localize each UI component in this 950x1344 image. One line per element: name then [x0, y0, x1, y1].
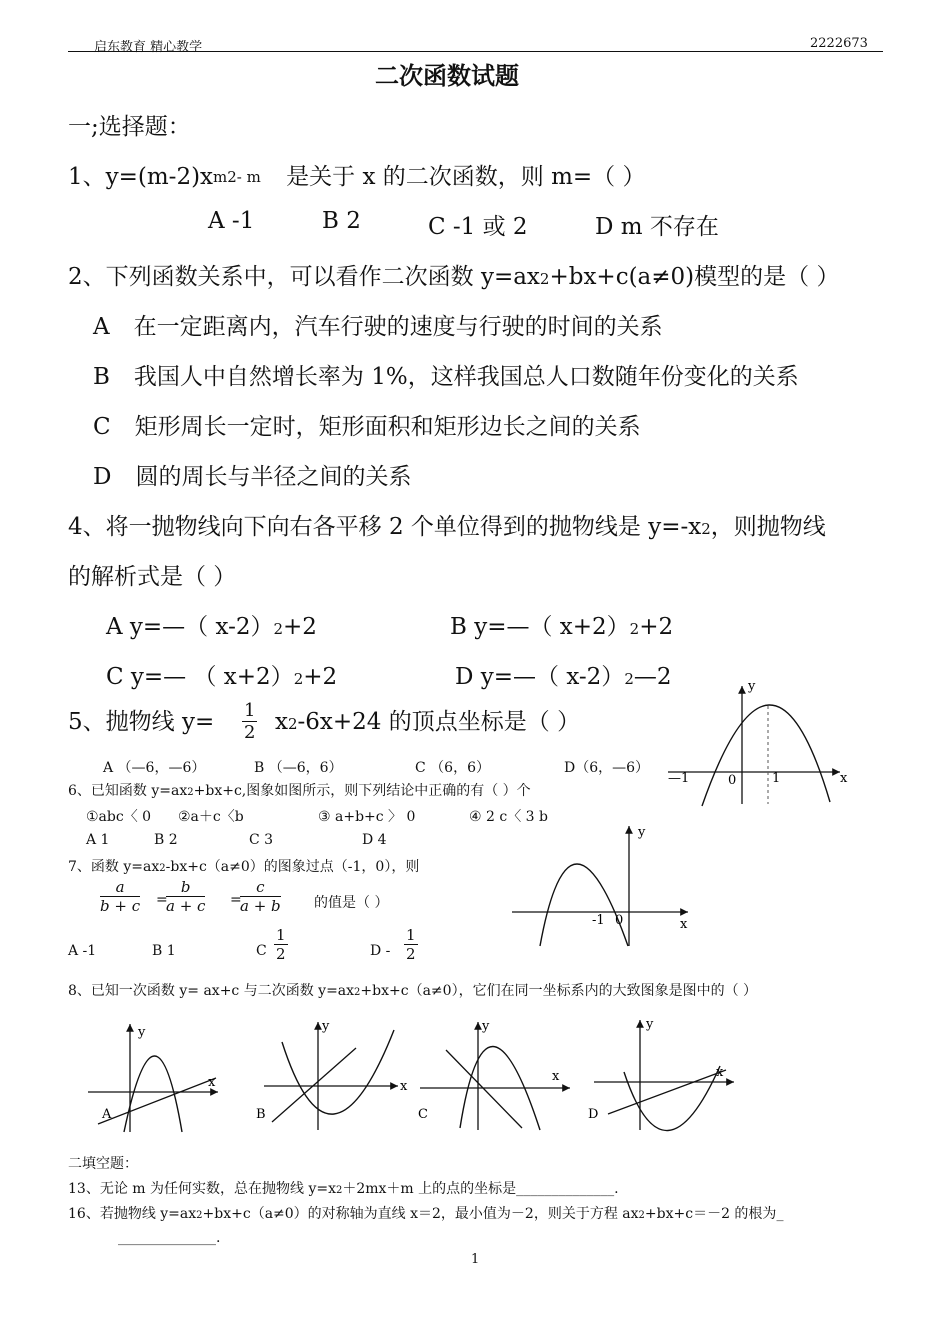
section-choice-heading: 一;选择题：: [68, 114, 191, 140]
q5-option-c: C （6，6）: [415, 760, 490, 776]
page-title: 二次函数试题: [375, 61, 519, 90]
page-number: 1: [471, 1252, 480, 1267]
q2-option-d: D 圆的周长与半径之间的关系: [93, 464, 412, 490]
q6-option-a: A 1: [86, 832, 110, 848]
q6-one-label: 1: [772, 771, 781, 786]
svg-text:y: y: [138, 1025, 146, 1040]
q7-option-a: A -1: [68, 943, 97, 959]
q2-option-b: B 我国人中自然增长率为 1%，这样我国总人口数随年份变化的关系: [93, 364, 799, 390]
q2-option-a: A 在一定距离内，汽车行驶的速度与行驶的时间的关系: [93, 314, 663, 340]
q6-x-label: x: [840, 771, 848, 786]
q6-option-b: B 2: [154, 832, 178, 848]
question-7: 7、函数 y=ax2-bx+c（a≠0）的图象过点（-1，0），则: [68, 859, 420, 875]
header-right: 2222673: [810, 36, 868, 51]
q13-blank[interactable]: ______________.: [516, 1181, 619, 1197]
q7-zero-label: 0: [615, 913, 624, 928]
question-5-pre: 5、抛物线 y=: [68, 709, 215, 735]
svg-text:y: y: [482, 1019, 490, 1034]
q7-equals-2: =: [230, 892, 242, 908]
q7-graph: [510, 822, 700, 952]
q16-blank-2[interactable]: ______________.: [118, 1230, 221, 1246]
q7-parabola: [540, 864, 628, 946]
question-8: 8、已知一次函数 y= ax+c 与二次函数 y=ax2+bx+c（a≠0），它们在同一坐标系内的大致图象是图中的（ ）: [68, 983, 758, 999]
q8-graph-a: [88, 1020, 233, 1135]
q6-y-label: y: [748, 679, 756, 694]
question-4-line2: 的解析式是（ ）: [68, 564, 237, 590]
q6-condition-1: ①abc〈 0: [86, 809, 152, 825]
section-fill-heading: 二填空题：: [68, 1156, 138, 1172]
q7-neg1-label: -1: [592, 913, 605, 928]
q4-option-b: B y=—（ x+2）2+2: [450, 614, 674, 640]
q5-option-b: B （—6，6）: [254, 760, 343, 776]
q7-y-label: y: [638, 825, 646, 840]
q1-option-b: B 2: [322, 208, 361, 234]
q6-option-d: D 4: [362, 832, 387, 848]
q6-graph: [660, 676, 860, 806]
header-rule: [68, 51, 883, 52]
q6-condition-4: ④ 2 c〈 3 b: [469, 809, 548, 825]
q8-label-b: B: [256, 1107, 266, 1122]
question-13: 13、无论 m 为任何实数，总在抛物线 y=x2＋2mx＋m 上的点的坐标是______________.: [68, 1181, 619, 1197]
q8-graph-c: [414, 1018, 579, 1133]
q4-option-d: D y=—（ x-2）2—2: [455, 664, 672, 690]
q8-graph-d: [584, 1016, 744, 1134]
q8-label-d: D: [588, 1107, 599, 1122]
svg-text:x: x: [552, 1069, 560, 1084]
q1-option-a: A -1: [208, 208, 255, 234]
question-1: 1、y=(m-2)xm2- m 是关于 x 的二次函数，则 m=（ ）: [68, 164, 646, 190]
q5-option-a: A （—6，—6）: [103, 760, 206, 776]
svg-text:x: x: [208, 1075, 216, 1090]
q5-option-d: D（6，—6）: [564, 760, 650, 776]
q7-x-label: x: [680, 917, 688, 932]
header-left: 启东教育 精心教学: [94, 40, 203, 55]
q6-condition-2: ②a＋c〈b: [178, 809, 244, 825]
q16-blank-1[interactable]: _: [776, 1206, 784, 1222]
svg-text:y: y: [322, 1019, 330, 1034]
svg-text:y: y: [646, 1017, 654, 1032]
question-6: 6、已知函数 y=ax2+bx+c,图象如图所示，则下列结论中正确的有（ ）个: [68, 783, 531, 799]
q7-tail: 的值是（ ）: [314, 895, 389, 911]
q7-option-d: D -: [370, 943, 391, 959]
q6-parabola: [702, 705, 830, 806]
q7-equals-1: =: [156, 892, 168, 908]
q8-label-a: A: [102, 1107, 112, 1122]
q7-fraction-3: $\frac{c}{a + b}$: [240, 878, 281, 915]
q7-option-c-fraction: $\frac{1}{2}$: [276, 926, 286, 963]
q6-option-c: C 3: [249, 832, 274, 848]
q5-fraction: $\frac{1}{2}$: [244, 700, 256, 743]
q7-option-d-fraction: $\frac{1}{2}$: [406, 926, 416, 963]
q6-condition-3: ③ a+b+c 〉 0: [318, 809, 416, 825]
q1-option-c: C -1 或 2: [428, 214, 528, 240]
q8-label-c: C: [418, 1107, 428, 1122]
q7-option-b: B 1: [152, 943, 176, 959]
q7-option-c: C: [256, 943, 267, 959]
q4-option-a: A y=—（ x-2）2+2: [106, 614, 317, 640]
q8-graph-b: [252, 1018, 417, 1133]
question-5-post: x2-6x+24 的顶点坐标是（ ）: [275, 709, 581, 735]
q2-option-c: C 矩形周长一定时，矩形面积和矩形边长之间的关系: [93, 414, 641, 440]
question-2: 2、下列函数关系中，可以看作二次函数 y=ax2+bx+c(a≠0)模型的是（ ）: [68, 264, 840, 290]
q7-fraction-2: $\frac{b}{a + c}$: [166, 878, 206, 915]
q6-zero-label: 0: [728, 773, 737, 788]
q4-option-c: C y=— （ x+2）2+2: [106, 664, 338, 690]
svg-text:x: x: [716, 1065, 724, 1080]
q6-neg1-label: —1: [668, 771, 690, 786]
q7-fraction-1: $\frac{a}{b + c}$: [100, 878, 141, 915]
svg-text:x: x: [400, 1079, 408, 1094]
question-16: 16、若抛物线 y=ax2+bx+c（a≠0）的对称轴为直线 x＝2，最小值为－2，则关于方程 ax2+bx+c＝－2 的根为_: [68, 1206, 784, 1222]
question-4: 4、将一抛物线向下向右各平移 2 个单位得到的抛物线是 y=-x2，则抛物线: [68, 514, 826, 540]
q1-option-d: D m 不存在: [595, 214, 719, 240]
